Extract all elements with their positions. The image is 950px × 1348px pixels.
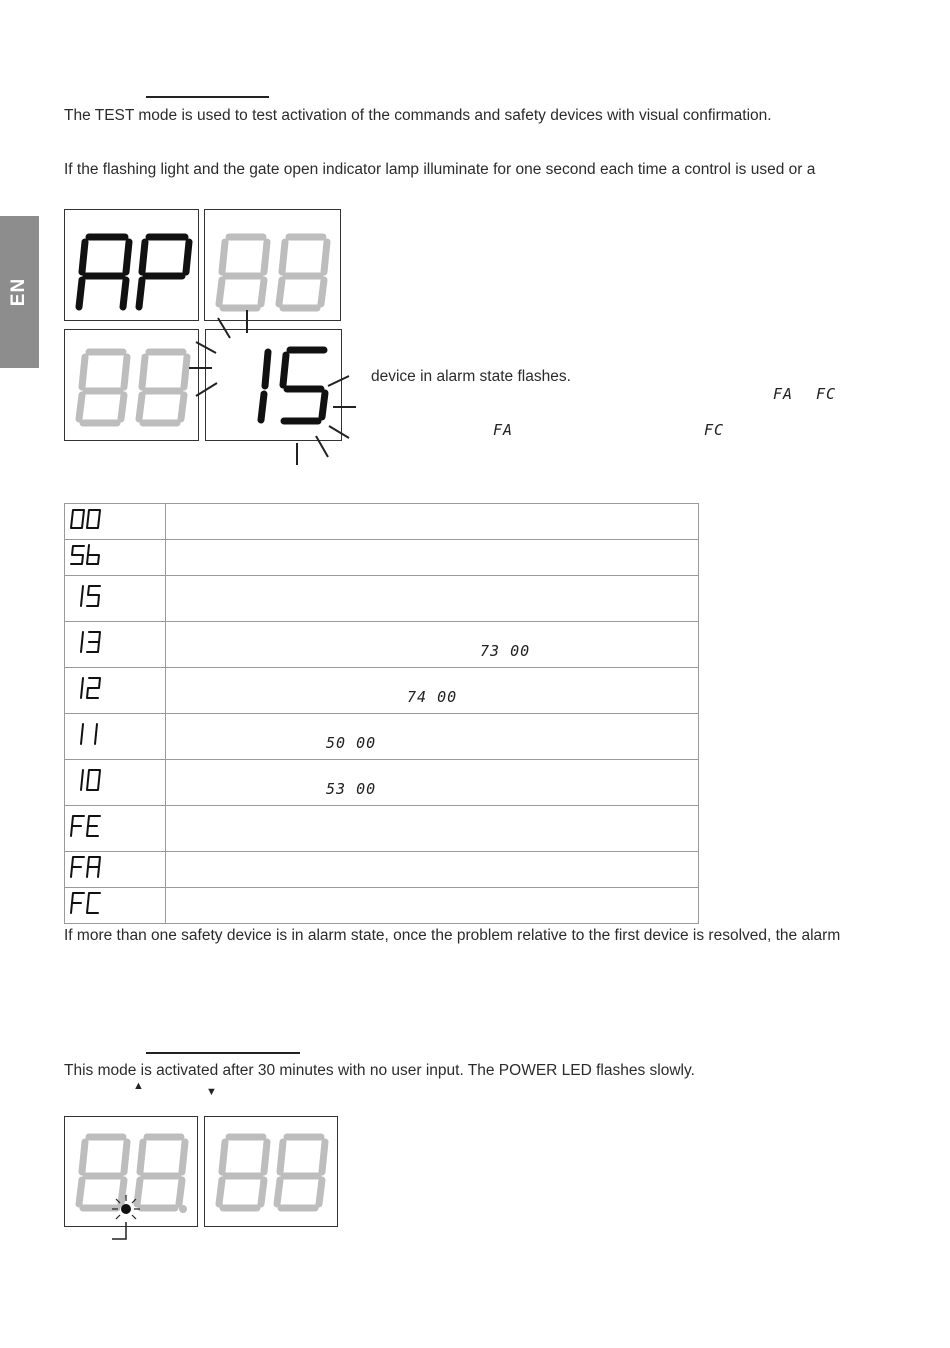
arrow-up-icon: ▲ bbox=[133, 1080, 144, 1092]
code-sb-glyph bbox=[65, 540, 165, 570]
table-row bbox=[65, 852, 699, 888]
row-ref-11: 50 00 bbox=[326, 734, 377, 752]
table-row bbox=[65, 760, 699, 806]
table-row bbox=[65, 806, 699, 852]
caption-code-fc-right: FC bbox=[816, 385, 837, 403]
code-11-glyph bbox=[65, 714, 165, 754]
standby-display-left-digits bbox=[65, 1117, 197, 1226]
code-fc-glyph bbox=[65, 888, 165, 918]
code-13-glyph bbox=[65, 622, 165, 662]
row-ref-13: 73 00 bbox=[480, 642, 531, 660]
arrow-down-icon: ▼ bbox=[206, 1086, 217, 1098]
table-row bbox=[65, 622, 699, 668]
code-10-glyph bbox=[65, 760, 165, 800]
standby-display-left bbox=[64, 1116, 198, 1227]
test-mode-flashing-text: If the flashing light and the gate open indicator lamp illuminate for one second each time a control is used or a bbox=[64, 161, 816, 178]
power-led-icon bbox=[121, 1204, 131, 1214]
language-tab-label: EN bbox=[8, 277, 30, 307]
table-row bbox=[65, 504, 699, 540]
code-fe-glyph bbox=[65, 806, 165, 846]
table-row bbox=[65, 714, 699, 760]
multi-alarm-text: If more than one safety device is in alarm state, once the problem relative to the first device is resolved, the alarm bbox=[64, 927, 841, 944]
flash-rays-icon bbox=[0, 200, 360, 470]
code-15-glyph bbox=[65, 576, 165, 616]
table-row bbox=[65, 540, 699, 576]
code-12-glyph bbox=[65, 668, 165, 708]
row-ref-10: 53 00 bbox=[326, 780, 377, 798]
caption-code-fa-below: FA bbox=[493, 421, 514, 439]
caption-code-fa-right: FA bbox=[773, 385, 794, 403]
test-mode-intro: The TEST mode is used to test activation of the commands and safety devices with visual confirmation. bbox=[64, 107, 772, 124]
alarm-caption: device in alarm state flashes. bbox=[371, 368, 571, 385]
table-row bbox=[65, 668, 699, 714]
code-00-glyph bbox=[65, 504, 165, 534]
code-fa-glyph bbox=[65, 852, 165, 882]
standby-display-right-digits bbox=[205, 1117, 337, 1226]
section-heading-underline bbox=[146, 1052, 300, 1054]
standby-display-right bbox=[204, 1116, 338, 1227]
row-ref-12: 74 00 bbox=[407, 688, 458, 706]
section-heading-underline bbox=[146, 96, 269, 98]
caption-code-fc-below: FC bbox=[704, 421, 725, 439]
table-row bbox=[65, 888, 699, 924]
led-leader-line bbox=[108, 1222, 148, 1252]
standby-intro: This mode is activated after 30 minutes with no user input. The POWER LED flashes slowly. bbox=[64, 1062, 695, 1079]
table-row bbox=[65, 576, 699, 622]
alarm-code-table bbox=[64, 503, 699, 924]
